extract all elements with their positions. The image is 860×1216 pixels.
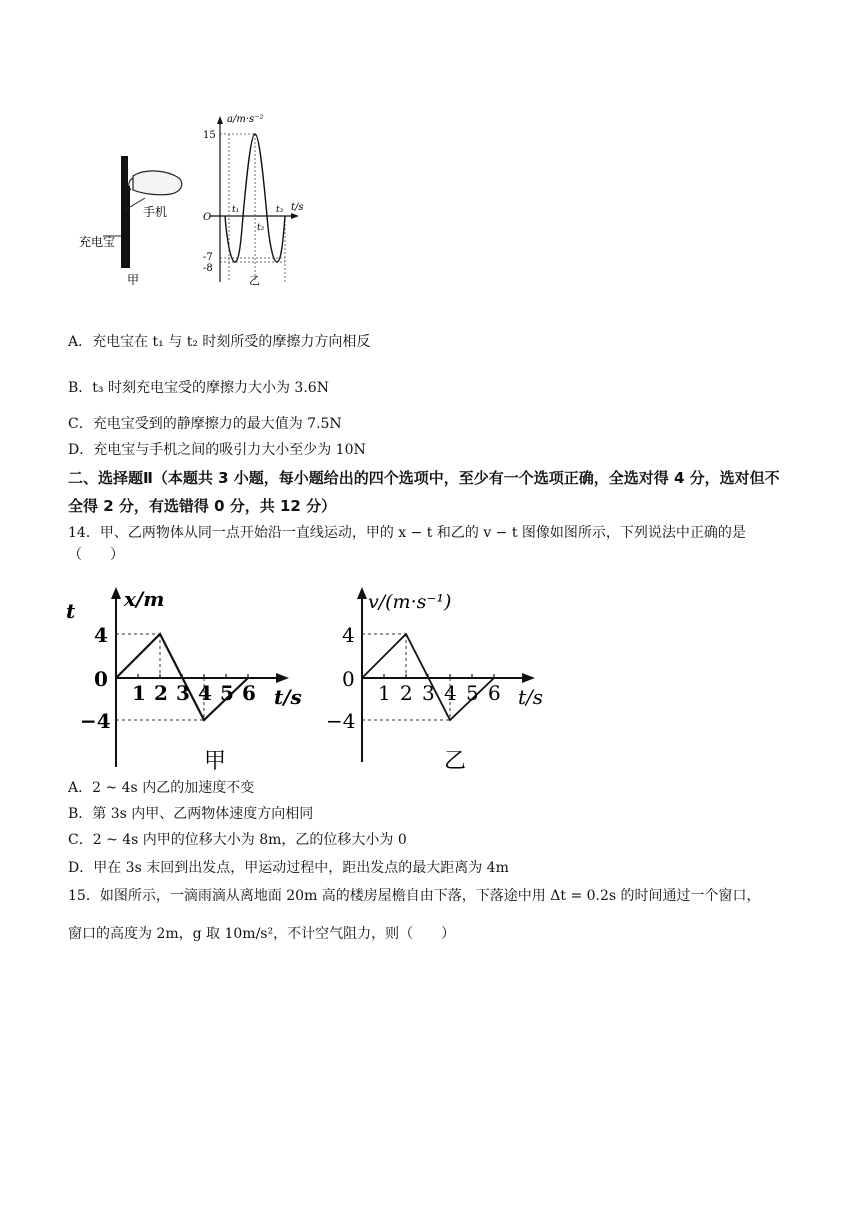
- jia-xtick-3: 3: [176, 681, 190, 705]
- yi-xtick-4: 4: [444, 681, 457, 705]
- q13-option-b: B．t₃ 时刻充电宝受的摩擦力大小为 3.6N: [68, 380, 329, 396]
- q14-graph-jia: [64, 582, 314, 777]
- section-2-heading: 二、选择题Ⅱ（本题共 3 小题，每小题给出的四个选项中，至少有一个选项正确，全选对得 4 分，选对但不全得 2 分，有选错得 0 分，共 12 分）: [68, 469, 780, 515]
- jia-x-label: t/s: [274, 685, 302, 709]
- yi-ytick-0: 0: [342, 667, 355, 691]
- yi-ytick-m4: −4: [326, 709, 356, 733]
- jia-y-label: x/m: [124, 587, 165, 611]
- yi-xtick-5: 5: [466, 681, 479, 705]
- at-t2: t₂: [257, 223, 265, 233]
- q14-option-a: A．2 ~ 4s 内乙的加速度不变: [68, 780, 255, 796]
- yi-xtick-1: 1: [378, 681, 391, 705]
- yi-caption: 乙: [249, 274, 260, 287]
- jia-ytick-4: 4: [94, 623, 108, 647]
- powerbank-label: 充电宝: [79, 235, 116, 249]
- at-origin: O: [203, 212, 212, 223]
- figure-jia-photo: [75, 150, 195, 290]
- yi-xtick-2: 2: [400, 681, 413, 705]
- jia-xtick-1: 1: [132, 681, 146, 705]
- yi-graph-caption: 乙: [444, 749, 467, 774]
- q14-option-b: B．第 3s 内甲、乙两物体速度方向相同: [68, 806, 314, 822]
- jia-graph-caption: 甲: [204, 749, 227, 774]
- yi-ytick-4: 4: [342, 623, 355, 647]
- jia-side-mark: t: [66, 599, 76, 623]
- at-tick-15: 15: [203, 130, 216, 141]
- yi-x-label: t/s: [518, 685, 544, 709]
- q13-option-d: D．充电宝与手机之间的吸引力大小至少为 10N: [68, 442, 366, 458]
- at-t1: t₁: [232, 205, 240, 215]
- at-t3: t₃: [276, 205, 284, 215]
- jia-xtick-5: 5: [220, 681, 234, 705]
- at-tick-m8: -8: [203, 263, 213, 274]
- yi-y-label: v/(m·s⁻¹): [368, 591, 452, 613]
- at-x-axis-label: t/s: [291, 202, 304, 213]
- q14-graph-yi: [322, 582, 572, 777]
- yi-xtick-3: 3: [422, 681, 435, 705]
- jia-xtick-6: 6: [242, 681, 256, 705]
- at-y-axis-label: a/m·s⁻²: [227, 114, 264, 125]
- figure-yi-at-graph: [195, 112, 325, 292]
- q14-option-d: D．甲在 3s 末回到出发点，甲运动过程中，距出发点的最大距离为 4m: [68, 860, 509, 876]
- yi-xtick-6: 6: [488, 681, 501, 705]
- jia-xtick-4: 4: [198, 681, 212, 705]
- q14-stem: 14．甲、乙两物体从同一点开始沿一直线运动，甲的 x − t 和乙的 v − t 图像如图所示，下列说法中正确的是（ ）: [68, 525, 746, 563]
- phone-label: 手机: [143, 205, 168, 219]
- q15-line-2: 窗口的高度为 2m，g 取 10m/s²，不计空气阻力，则（ ）: [68, 926, 456, 942]
- jia-caption: 甲: [127, 273, 140, 287]
- q13-option-c: C．充电宝受到的静摩擦力的最大值为 7.5N: [68, 416, 342, 432]
- jia-ytick-0: 0: [94, 667, 108, 691]
- at-tick-m7: -7: [203, 252, 213, 263]
- q13-option-a: A．充电宝在 t₁ 与 t₂ 时刻所受的摩擦力方向相反: [68, 334, 371, 350]
- jia-ytick-m4: −4: [80, 709, 111, 733]
- q15-line-1: 15．如图所示，一滴雨滴从离地面 20m 高的楼房屋檐自由下落，下落途中用 Δt = 0.2s 的时间通过一个窗口，: [68, 888, 761, 904]
- q14-option-c: C．2 ~ 4s 内甲的位移大小为 8m，乙的位移大小为 0: [68, 832, 407, 848]
- jia-xtick-2: 2: [154, 681, 168, 705]
